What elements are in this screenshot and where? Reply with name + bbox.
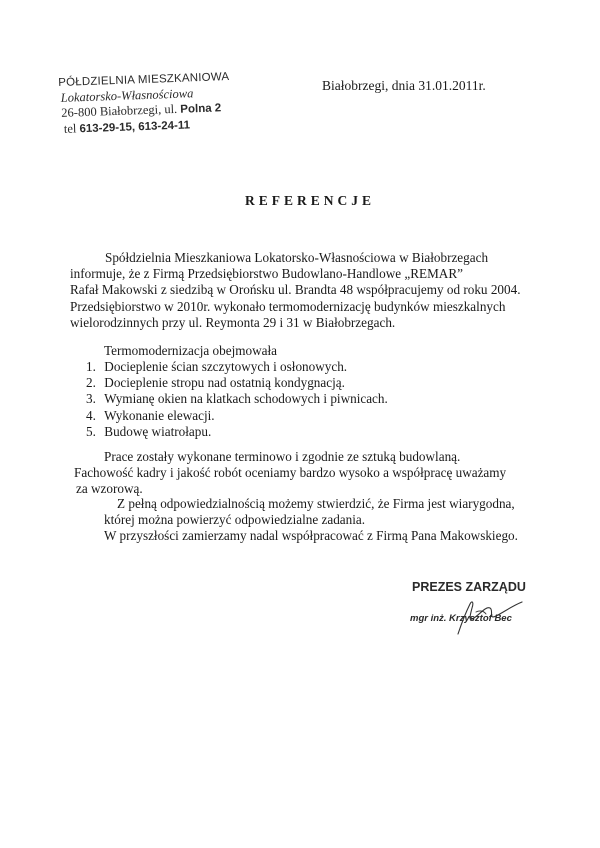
paragraph-line: Fachowość kadry i jakość robót oceniamy bardzo wysoko a współpracę uważamy: [74, 465, 507, 481]
list-item-number: 3.: [86, 391, 96, 407]
paragraph-line: Rafał Makowski z siedzibą w Orońsku ul. Brandta 48 współpracujemy od roku 2004.: [70, 282, 521, 298]
letter-date: Białobrzegi, dnia 31.01.2011r.: [322, 78, 486, 93]
list-item-text: Docieplenie ścian szczytowych i osłonowych.: [104, 359, 348, 374]
paragraph-future: W przyszłości zamierzamy nadal współpracować z Firmą Pana Makowskiego.: [104, 528, 518, 543]
paragraph-reliability: [104, 496, 515, 528]
list-intro: Termomodernizacja obejmowała: [104, 343, 278, 358]
list-item: [86, 408, 388, 424]
paragraph-line: informuje, że z Firmą Przedsiębiorstwo Budowlano-Handlowe „REMAR”: [70, 266, 463, 282]
list-item: [86, 391, 388, 407]
stamp-line-name: PÓŁDZIELNIA MIESZKANIOWA: [58, 71, 230, 89]
stamp-address-prefix: 26-800 Białobrzegi, ul.: [61, 101, 181, 120]
paragraph-quality: [74, 449, 507, 498]
stamp-phone-prefix: tel: [63, 121, 80, 136]
list-item-number: 2.: [86, 375, 96, 391]
list-item: [86, 424, 388, 440]
signature-name: mgr inż. Krzysztof Bec: [410, 613, 512, 624]
list-item: [86, 359, 388, 375]
list-item: [86, 375, 388, 391]
list-item-text: Docieplenie stropu nad ostatnią kondygnacją.: [104, 375, 345, 391]
paragraph-intro: [70, 250, 521, 331]
list-item-text: Budowę wiatrołapu.: [104, 423, 212, 439]
cooperative-stamp: [58, 69, 260, 138]
paragraph-line: Przedsiębiorstwo w 2010r. wykonało termomodernizację budynków mieszkalnych: [70, 298, 506, 314]
paragraph-line: Prace zostały wykonane terminowo i zgodnie ze sztuką budowlaną.: [104, 449, 461, 464]
letter-title: REFERENCJE: [244, 193, 375, 208]
stamp-address-street: Polna 2: [180, 102, 222, 116]
paragraph-line: Z pełną odpowiedzialnością możemy stwierdzić, że Firma jest wiarygodna,: [117, 496, 515, 511]
paragraph-line: Spółdzielnia Mieszkaniowa Lokatorsko-Własnościowa w Białobrzegach: [105, 250, 489, 265]
paragraph-line: której można powierzyć odpowiedzialne zadania.: [104, 512, 366, 528]
signature-title: PREZES ZARZĄDU: [412, 580, 526, 594]
list-item-number: 4.: [86, 407, 96, 423]
list-item-text: Wymianę okien na klatkach schodowych i piwnicach.: [104, 391, 388, 407]
works-list: [86, 359, 388, 440]
stamp-line-type: Lokatorsko-Własnościowa: [60, 86, 194, 105]
list-item-text: Wykonanie elewacji.: [104, 407, 215, 423]
stamp-phone-numbers: 613-29-15, 613-24-11: [79, 119, 191, 136]
paragraph-line: za wzorową.: [76, 481, 143, 497]
list-item-number: 1.: [86, 359, 96, 374]
signature-block: [410, 580, 570, 660]
paragraph-line: wielorodzinnych przy ul. Reymonta 29 i 31 w Białobrzegach.: [70, 314, 396, 330]
list-item-number: 5.: [86, 423, 96, 439]
